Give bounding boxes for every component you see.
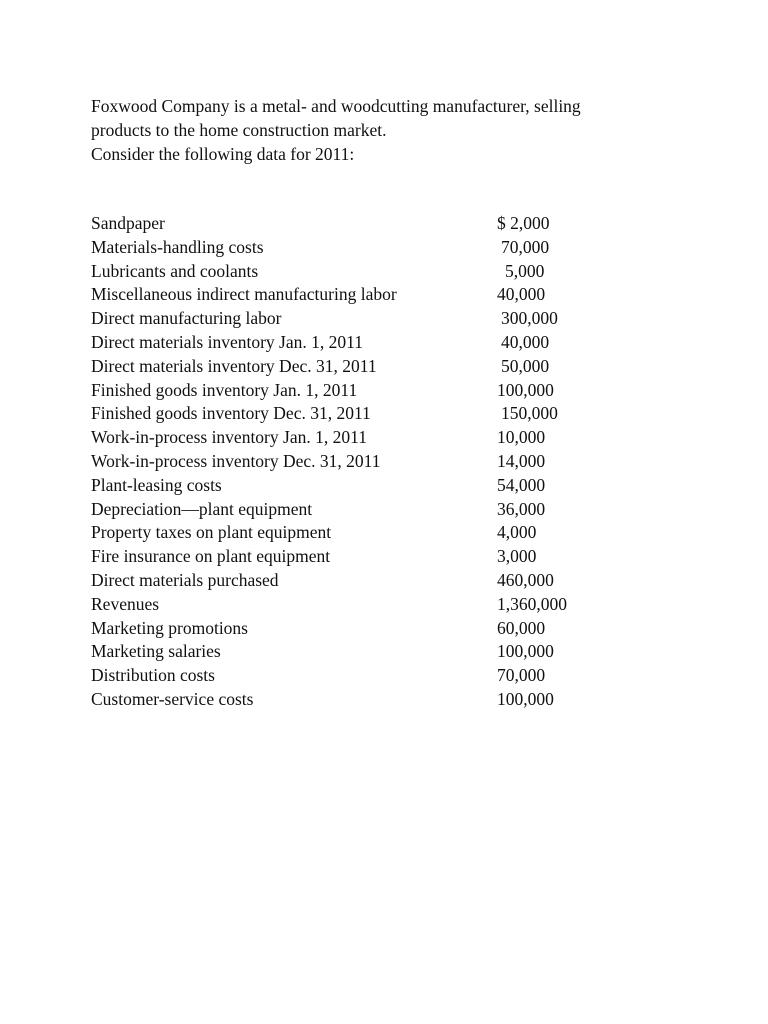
- intro-line-1: Foxwood Company is a metal- and woodcutting manufacturer, selling: [91, 96, 581, 116]
- table-row: [91, 521, 651, 545]
- table-row: [91, 569, 651, 593]
- item-label: Work-in-process inventory Jan. 1, 2011: [91, 427, 367, 448]
- item-label: Fire insurance on plant equipment: [91, 546, 331, 567]
- table-row: [91, 450, 651, 474]
- table-row: [91, 593, 651, 617]
- item-label: Customer-service costs: [91, 688, 254, 709]
- item-amount: $ 2,000: [497, 213, 550, 233]
- item-amount: 60,000: [497, 617, 546, 638]
- item-label: Sandpaper: [91, 213, 165, 233]
- item-label: Marketing promotions: [91, 617, 248, 638]
- item-amount: 40,000: [501, 331, 550, 352]
- item-amount: 36,000: [497, 498, 546, 519]
- item-label: Direct manufacturing labor: [91, 308, 282, 329]
- item-label: Direct materials inventory Jan. 1, 2011: [91, 331, 363, 352]
- item-amount: 100,000: [497, 379, 554, 400]
- item-amount: 40,000: [497, 284, 546, 305]
- item-label: Lubricants and coolants: [91, 260, 259, 281]
- table-row: [91, 688, 651, 712]
- item-amount: 150,000: [501, 403, 558, 424]
- item-amount: 14,000: [497, 450, 546, 471]
- table-row: [91, 355, 651, 379]
- table-row: [91, 498, 651, 522]
- table-row: [91, 617, 651, 641]
- table-row: [91, 331, 651, 355]
- item-label: Distribution costs: [91, 665, 215, 686]
- item-label: Direct materials purchased: [91, 569, 279, 590]
- item-label: Revenues: [91, 593, 160, 614]
- intro-paragraph: [91, 94, 731, 166]
- item-amount: 3,000: [497, 546, 537, 567]
- item-amount: 5,000: [505, 260, 545, 281]
- item-label: Plant-leasing costs: [91, 474, 222, 495]
- table-row: [91, 260, 651, 284]
- item-amount: 1,360,000: [497, 593, 567, 614]
- table-row: [91, 283, 651, 307]
- item-label: Depreciation—plant equipment: [91, 498, 313, 519]
- item-amount: 100,000: [497, 641, 554, 662]
- item-amount: 100,000: [497, 688, 554, 709]
- table-row: [91, 426, 651, 450]
- item-label: Direct materials inventory Dec. 31, 2011: [91, 355, 377, 376]
- item-amount: 70,000: [497, 665, 546, 686]
- table-row: [91, 402, 651, 426]
- table-row: [91, 379, 651, 403]
- table-row: [91, 545, 651, 569]
- item-label: Finished goods inventory Jan. 1, 2011: [91, 379, 358, 400]
- item-label: Miscellaneous indirect manufacturing labor: [91, 284, 397, 305]
- item-amount: 10,000: [497, 427, 546, 448]
- intro-line-2: products to the home construction market.: [91, 120, 387, 140]
- cost-data-table: [91, 212, 651, 712]
- intro-line-3: Consider the following data for 2011:: [91, 144, 355, 164]
- cost-data-rows: [91, 212, 651, 712]
- item-amount: 460,000: [497, 569, 554, 590]
- item-amount: 4,000: [497, 522, 537, 543]
- item-amount: 300,000: [501, 308, 558, 329]
- table-row: [91, 212, 651, 236]
- table-row: [91, 474, 651, 498]
- table-row: [91, 236, 651, 260]
- item-amount: 70,000: [501, 236, 550, 257]
- item-amount: 50,000: [501, 355, 550, 376]
- table-row: [91, 640, 651, 664]
- table-row: [91, 307, 651, 331]
- item-label: Materials-handling costs: [91, 236, 264, 257]
- item-label: Marketing salaries: [91, 641, 221, 662]
- item-label: Property taxes on plant equipment: [91, 522, 332, 543]
- item-label: Work-in-process inventory Dec. 31, 2011: [91, 450, 381, 471]
- table-row: [91, 664, 651, 688]
- item-amount: 54,000: [497, 474, 546, 495]
- item-label: Finished goods inventory Dec. 31, 2011: [91, 403, 371, 424]
